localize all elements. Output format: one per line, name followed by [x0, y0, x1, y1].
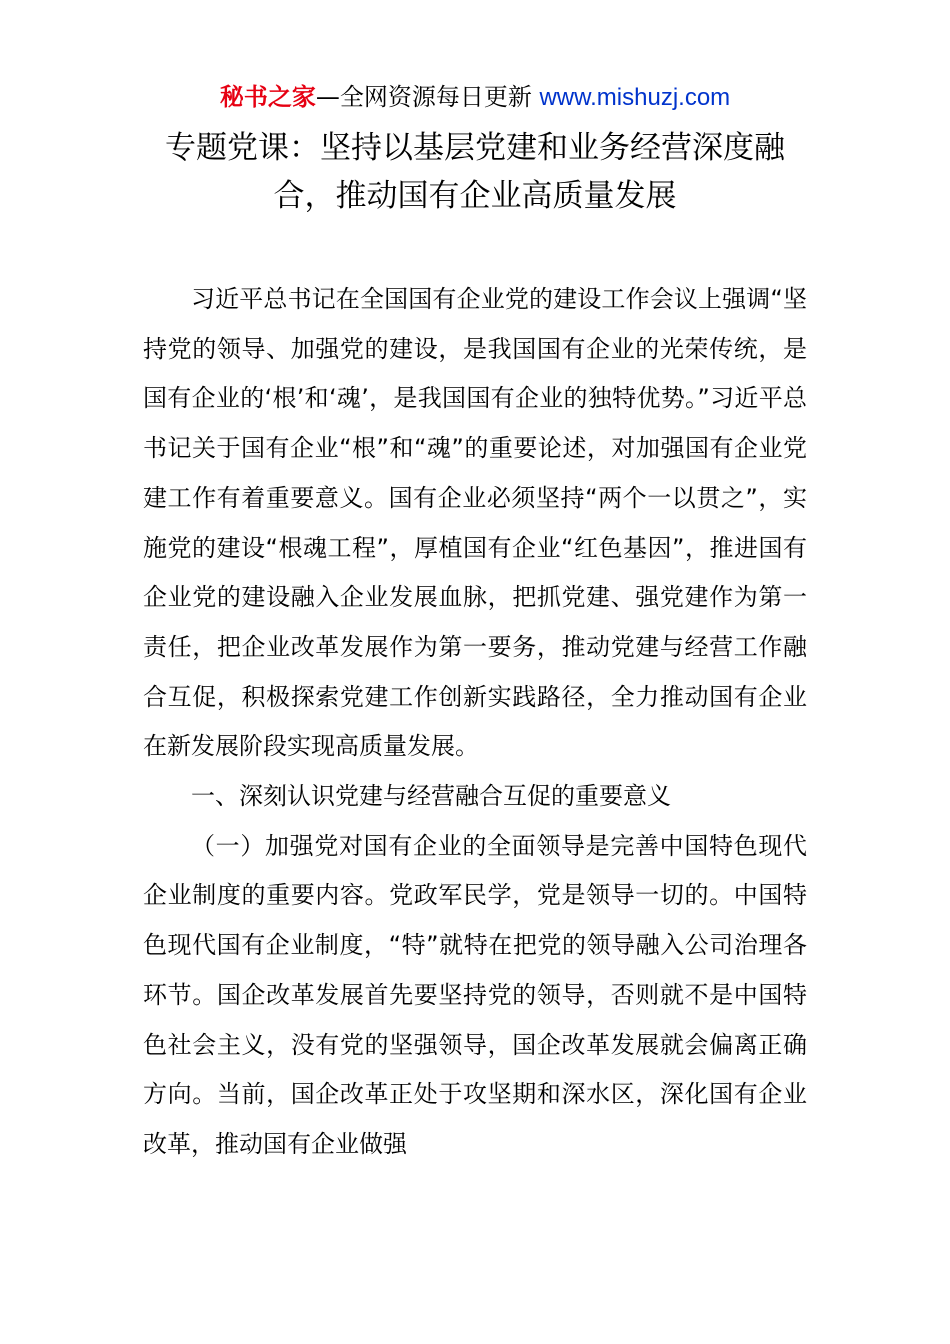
- banner-url-link[interactable]: www.mishuzj.com: [539, 84, 731, 111]
- banner-slogan: —全网资源每日更新: [315, 83, 540, 111]
- banner-brand: 秘书之家: [219, 83, 316, 111]
- section-heading-1: 一、深刻认识党建与经营融合互促的重要意义: [191, 782, 671, 811]
- document-title: 专题党课：坚持以基层党建和业务经营深度融合，推动国有企业高质量发展: [165, 130, 785, 214]
- document-body: [143, 275, 807, 1170]
- site-banner: [0, 80, 950, 115]
- subsection-paragraph-1: （一）加强党对国有企业的全面领导是完善中国特色现代企业制度的重要内容。党政军民学，党是领导一切的。中国特色现代国有企业制度，“特”就特在把党的领导融入公司治理各环节。国企改革发展首先要坚持党的领导，否则就不是中国特色社会主义，没有党的坚强领导，国企改革发展就会偏离正确方向。当前，国企改革正处于攻坚期和深水区，深化国有企业改革，推动国有企业做强: [143, 831, 807, 1158]
- intro-paragraph: 习近平总书记在全国国有企业党的建设工作会议上强调“坚持党的领导、加强党的建设，是我国国有企业的光荣传统，是国有企业的‘根’和‘魂’，是我国国有企业的独特优势。”习近平总书记关于国有企业“根”和“魂”的重要论述，对加强国有企业党建工作有着重要意义。国有企业必须坚持“两个一以贯之”，实施党的建设“根魂工程”，厚植国有企业“红色基因”，推进国有企业党的建设融入企业发展血脉，把抓党建、强党建作为第一责任，把企业改革发展作为第一要务，推动党建与经营工作融合互促，积极探索党建工作创新实践路径，全力推动国有企业在新发展阶段实现高质量发展。: [143, 285, 807, 761]
